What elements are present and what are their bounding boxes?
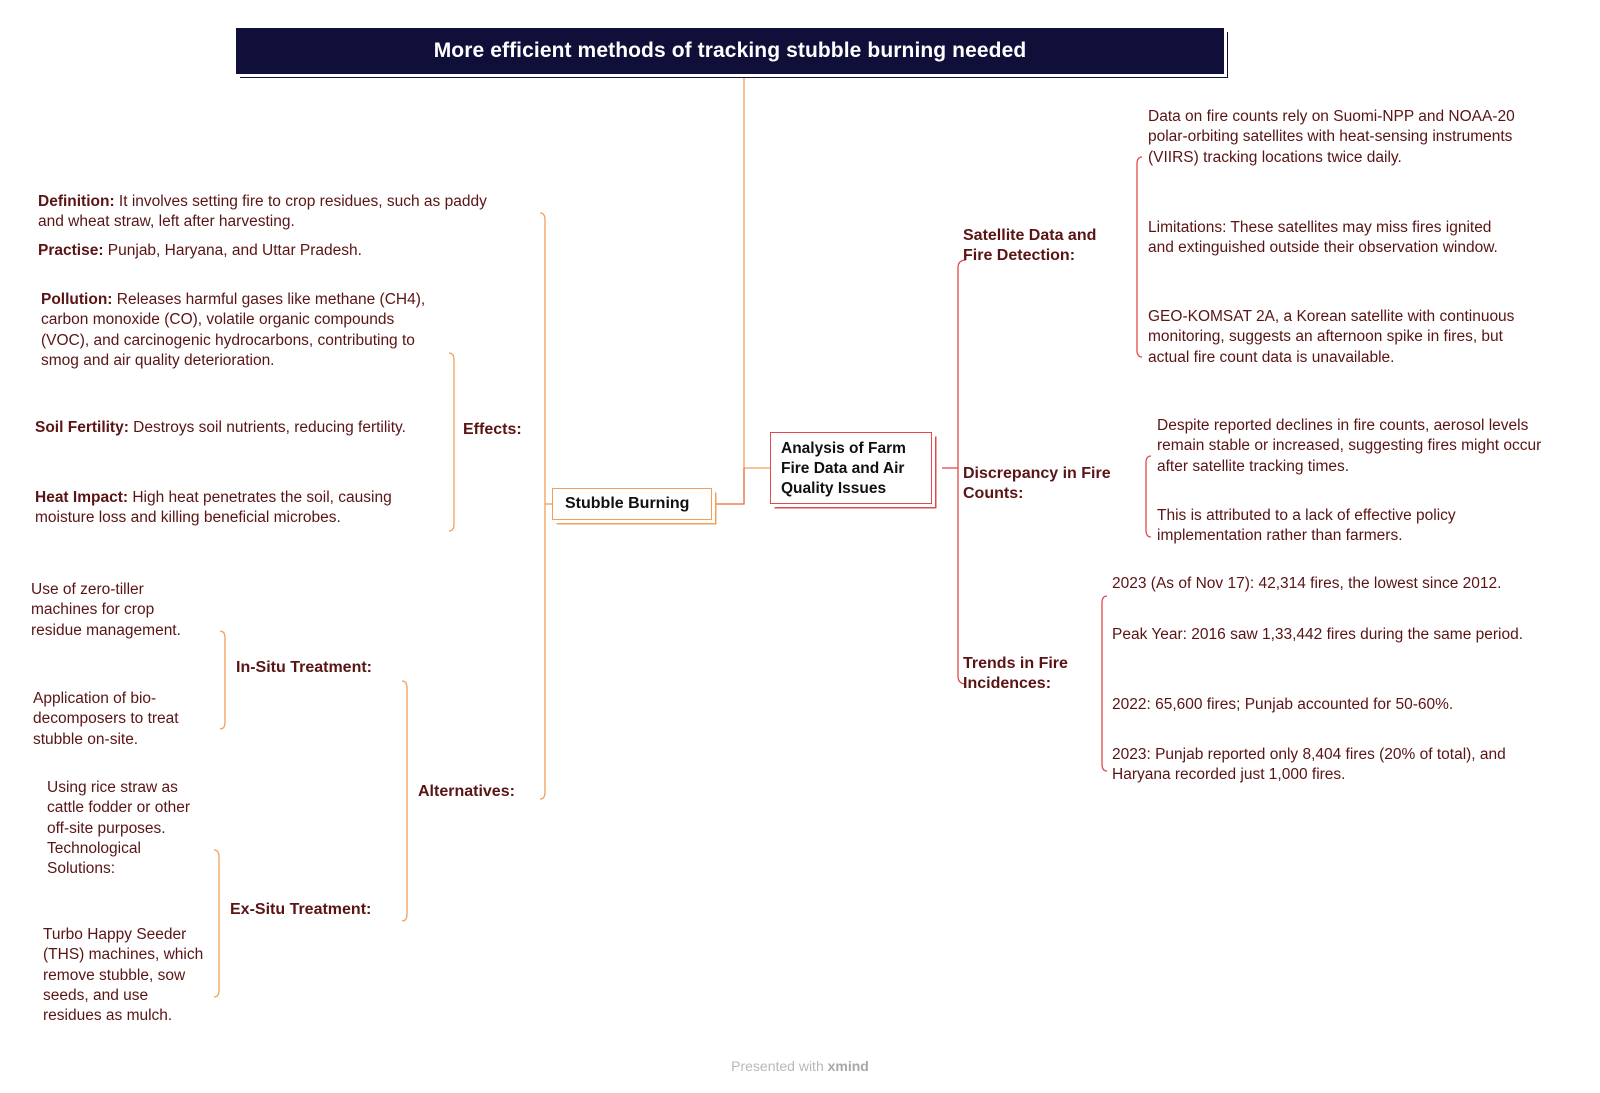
definition-label: Definition: (38, 193, 115, 210)
ex-situ-item-2[interactable]: Turbo Happy Seeder (THS) machines, which remove stubble, sow seeds, and use residues as mulch. (43, 926, 204, 1025)
discrepancy-item-1[interactable]: Despite reported declines in fire counts, aerosol levels remain stable or increased, suggesting fires might occur after satellite tracking times. (1157, 417, 1542, 475)
pollution-text: Releases harmful gases like methane (CH4), carbon monoxide (CO), volatile organic compounds (VOC), and carcinogenic hydrocarbons, contributing to smog and air quality deterioration. (41, 291, 426, 369)
trends-item-2[interactable]: Peak Year: 2016 saw 1,33,442 fires during the same period. (1112, 626, 1524, 643)
in-situ-bracket (220, 631, 225, 729)
title-connector (744, 74, 770, 468)
definition-text: It involves setting fire to crop residues, such as paddy and wheat straw, left after harvesting. (38, 193, 487, 231)
heat-impact-node[interactable] (35, 488, 397, 529)
central-analysis-connector (716, 468, 744, 504)
soil-fertility-label: Soil Fertility: (35, 419, 129, 436)
soil-fertility-node[interactable] (35, 418, 417, 438)
discrepancy-bracket (1146, 456, 1151, 537)
ex-situ-topic[interactable]: Ex-Situ Treatment: (230, 901, 372, 918)
in-situ-topic[interactable]: In-Situ Treatment: (236, 659, 373, 676)
effects-bracket (449, 353, 454, 531)
in-situ-item-2[interactable]: Application of bio-decomposers to treat stubble on-site. (33, 690, 179, 748)
heat-impact-text: High heat penetrates the soil, causing moisture loss and killing beneficial microbes. (35, 489, 392, 527)
trends-item-4[interactable]: 2023: Punjab reported only 8,404 fires (20% of total), and Haryana recorded just 1,000 fires. (1112, 746, 1506, 784)
ex-situ-item-1[interactable]: Using rice straw as cattle fodder or other off-site purposes. Technological Solutions: (47, 779, 191, 878)
satellite-bracket (1137, 157, 1142, 357)
pollution-label: Pollution: (41, 291, 113, 308)
trends-bracket (1102, 596, 1107, 771)
discrepancy-item-2[interactable]: This is attributed to a lack of effective policy implementation rather than farmers. (1157, 507, 1456, 545)
left-main-bracket (540, 213, 545, 799)
footer-credit (0, 1058, 1600, 1074)
practise-text: Punjab, Haryana, and Uttar Pradesh. (103, 242, 362, 259)
in-situ-item-1[interactable]: Use of zero-tiller machines for crop residue management. (31, 581, 181, 639)
satellite-topic[interactable]: Satellite Data and Fire Detection: (963, 227, 1097, 264)
trends-topic[interactable]: Trends in Fire Incidences: (963, 655, 1068, 692)
ex-situ-bracket (214, 850, 219, 997)
trends-item-1[interactable]: 2023 (As of Nov 17): 42,314 fires, the lowest since 2012. (1112, 575, 1502, 592)
satellite-item-2[interactable]: Limitations: These satellites may miss fires ignited and extinguished outside their observation window. (1148, 219, 1498, 257)
analysis-topic[interactable]: Analysis of Farm Fire Data and Air Quality Issues (770, 432, 932, 504)
footer-prefix: Presented with (731, 1058, 828, 1074)
heat-impact-label: Heat Impact: (35, 489, 129, 506)
map-title[interactable]: More efficient methods of tracking stubble burning needed (236, 28, 1224, 74)
effects-topic[interactable]: Effects: (463, 421, 522, 438)
definition-node[interactable] (38, 192, 514, 233)
alternatives-bracket (402, 681, 407, 921)
pollution-node[interactable] (41, 290, 433, 371)
practise-label: Practise: (38, 242, 104, 259)
alternatives-topic[interactable]: Alternatives: (418, 783, 515, 800)
trends-item-3[interactable]: 2022: 65,600 fires; Punjab accounted for 50-60%. (1112, 696, 1454, 713)
soil-fertility-text: Destroys soil nutrients, reducing fertility. (128, 419, 406, 436)
practise-node[interactable] (38, 241, 514, 261)
xmind-logo: xmind (827, 1058, 869, 1074)
discrepancy-topic[interactable]: Discrepancy in Fire Counts: (963, 465, 1111, 502)
central-topic[interactable]: Stubble Burning (552, 488, 712, 520)
satellite-item-1[interactable]: Data on fire counts rely on Suomi-NPP and NOAA-20 polar-orbiting satellites with heat-sensing instruments (VIIRS) tracking locations twice daily. (1148, 108, 1515, 166)
satellite-item-3[interactable]: GEO-KOMSAT 2A, a Korean satellite with continuous monitoring, suggests an afternoon spike in fires, but actual fire count data is unavailable. (1148, 308, 1515, 366)
